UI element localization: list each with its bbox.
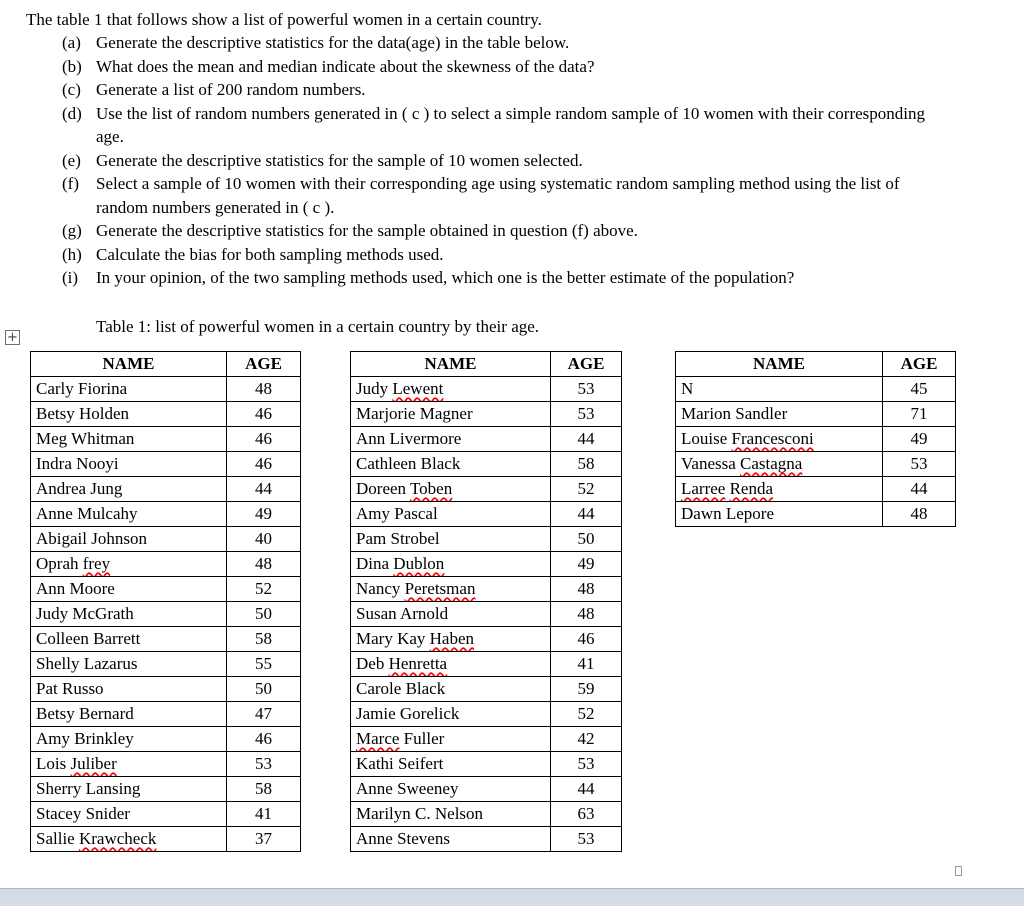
misspelled-word: Toben: [409, 479, 453, 498]
table-row: [31, 752, 301, 777]
question-item-c: [62, 78, 942, 102]
age-cell: 44: [551, 502, 622, 527]
age-cell: 53: [551, 827, 622, 852]
name-cell: Marce Fuller: [351, 727, 551, 752]
age-cell: 52: [551, 477, 622, 502]
name-cell: Meg Whitman: [31, 427, 227, 452]
age-cell: 46: [227, 427, 301, 452]
name-cell: Louise Francesconi: [676, 427, 883, 452]
name-cell: Jamie Gorelick: [351, 702, 551, 727]
question-list: [26, 31, 942, 290]
name-cell: Sallie Krawcheck: [31, 827, 227, 852]
end-of-document-marker: [955, 866, 962, 876]
age-cell: 50: [227, 602, 301, 627]
age-cell: 58: [227, 627, 301, 652]
age-cell: 44: [551, 777, 622, 802]
name-cell: Andrea Jung: [31, 477, 227, 502]
age-cell: 49: [883, 427, 956, 452]
age-cell: 46: [227, 727, 301, 752]
column-header: NAME: [676, 352, 883, 377]
table-row: [31, 727, 301, 752]
table-row: [351, 802, 622, 827]
name-cell: Lois Juliber: [31, 752, 227, 777]
age-cell: 40: [227, 527, 301, 552]
table-row: [676, 377, 956, 402]
table-row: [31, 477, 301, 502]
column-header: AGE: [551, 352, 622, 377]
age-cell: 44: [551, 427, 622, 452]
misspelled-word: Juliber: [70, 754, 117, 773]
name-cell: Sherry Lansing: [31, 777, 227, 802]
table-row: [31, 677, 301, 702]
table-row: [31, 527, 301, 552]
table-row: [351, 452, 622, 477]
question-item-h: [62, 243, 942, 267]
age-cell: 46: [227, 402, 301, 427]
table-row: [31, 652, 301, 677]
name-cell: Deb Henretta: [351, 652, 551, 677]
name-cell: Vanessa Castagna: [676, 452, 883, 477]
name-cell: Dina Dublon: [351, 552, 551, 577]
table-row: [676, 452, 956, 477]
table-row: [31, 827, 301, 852]
age-cell: 42: [551, 727, 622, 752]
age-cell: 58: [551, 452, 622, 477]
table-row: [351, 702, 622, 727]
age-cell: 47: [227, 702, 301, 727]
name-cell: Ann Livermore: [351, 427, 551, 452]
age-cell: 53: [551, 377, 622, 402]
name-cell: N: [676, 377, 883, 402]
table-row: [351, 477, 622, 502]
table-row: [31, 552, 301, 577]
name-cell: Judy McGrath: [31, 602, 227, 627]
question-label: (b): [62, 56, 82, 76]
age-cell: 49: [551, 552, 622, 577]
table-row: [351, 677, 622, 702]
name-cell: Indra Nooyi: [31, 452, 227, 477]
name-cell: Shelly Lazarus: [31, 652, 227, 677]
age-cell: 49: [227, 502, 301, 527]
question-text: Generate a list of 200 random numbers.: [96, 80, 366, 99]
name-cell: Amy Pascal: [351, 502, 551, 527]
question-item-f: [62, 172, 942, 219]
table-row: [351, 552, 622, 577]
table-row: [676, 402, 956, 427]
name-cell: Carly Fiorina: [31, 377, 227, 402]
question-label: (h): [62, 244, 82, 264]
women-age-table-right: [675, 351, 956, 527]
misspelled-word: Marce: [356, 729, 400, 748]
table-row: [31, 777, 301, 802]
age-cell: 53: [883, 452, 956, 477]
misspelled-word: Haben: [429, 629, 475, 648]
name-cell: Pat Russo: [31, 677, 227, 702]
name-cell: Oprah frey: [31, 552, 227, 577]
women-age-table-middle: [350, 351, 622, 852]
name-cell: Pam Strobel: [351, 527, 551, 552]
header-row: [31, 352, 301, 377]
table-row: [351, 627, 622, 652]
table-row: [31, 802, 301, 827]
table-row: [351, 427, 622, 452]
question-label: (d): [62, 103, 82, 123]
misspelled-word: Castagna: [740, 454, 803, 473]
misspelled-word: Lewent: [392, 379, 444, 398]
column-header: AGE: [227, 352, 301, 377]
name-cell: Kathi Seifert: [351, 752, 551, 777]
age-cell: 52: [551, 702, 622, 727]
question-label: (i): [62, 268, 79, 287]
table-row: [31, 602, 301, 627]
age-cell: 46: [227, 452, 301, 477]
question-label: (g): [62, 221, 82, 240]
table-row: [351, 602, 622, 627]
misspelled-word: Larree: [681, 479, 726, 498]
age-cell: 44: [227, 477, 301, 502]
name-cell: Doreen Toben: [351, 477, 551, 502]
name-cell: Mary Kay Haben: [351, 627, 551, 652]
name-cell: Colleen Barrett: [31, 627, 227, 652]
table-move-handle-icon[interactable]: +: [5, 330, 20, 345]
intro-paragraph: The table 1 that follows show a list of powerful women in a certain country.: [26, 10, 542, 29]
age-cell: 41: [227, 802, 301, 827]
name-cell: Susan Arnold: [351, 602, 551, 627]
table-row: [31, 402, 301, 427]
name-cell: Dawn Lepore: [676, 502, 883, 527]
age-cell: 46: [551, 627, 622, 652]
table-row: [351, 527, 622, 552]
age-cell: 37: [227, 827, 301, 852]
name-cell: Anne Mulcahy: [31, 502, 227, 527]
question-text: Select a sample of 10 women with their corresponding age using systematic random sampling method using the list of random numbers generated in ( c ).: [96, 174, 900, 217]
name-cell: Betsy Bernard: [31, 702, 227, 727]
name-cell: [676, 477, 883, 502]
table-row: [351, 827, 622, 852]
table-row: [31, 377, 301, 402]
table-row: [676, 502, 956, 527]
table-row: [351, 752, 622, 777]
misspelled-word: Dublon: [393, 554, 445, 573]
name-cell: Stacey Snider: [31, 802, 227, 827]
column-header: NAME: [351, 352, 551, 377]
name-cell: Nancy Peretsman: [351, 577, 551, 602]
question-text: In your opinion, of the two sampling methods used, which one is the better estimate of the population?: [96, 268, 795, 287]
table-row: [351, 727, 622, 752]
name-cell: Marion Sandler: [676, 402, 883, 427]
name-cell: Anne Sweeney: [351, 777, 551, 802]
table-row: [351, 402, 622, 427]
age-cell: 50: [551, 527, 622, 552]
age-cell: 58: [227, 777, 301, 802]
table-row: [676, 477, 956, 502]
name-cell: Anne Stevens: [351, 827, 551, 852]
header-row: [351, 352, 622, 377]
column-header: NAME: [31, 352, 227, 377]
misspelled-word: Henretta: [388, 654, 448, 673]
age-cell: 48: [227, 552, 301, 577]
question-label: (e): [62, 150, 81, 170]
age-cell: 55: [227, 652, 301, 677]
misspelled-word: Peretsman: [404, 579, 476, 598]
question-item-b: [62, 55, 942, 79]
age-cell: 44: [883, 477, 956, 502]
age-cell: 48: [883, 502, 956, 527]
table-row: [31, 627, 301, 652]
document-body: [0, 0, 1024, 338]
name-cell: Judy Lewent: [351, 377, 551, 402]
table-row: [31, 502, 301, 527]
name-cell: Carole Black: [351, 677, 551, 702]
question-item-i: [62, 266, 942, 290]
table-row: [676, 427, 956, 452]
age-cell: 53: [551, 402, 622, 427]
age-cell: 50: [227, 677, 301, 702]
age-cell: 52: [227, 577, 301, 602]
name-cell: Betsy Holden: [31, 402, 227, 427]
name-cell: Abigail Johnson: [31, 527, 227, 552]
misspelled-word: Renda: [729, 479, 774, 498]
table-row: [351, 777, 622, 802]
question-text: Generate the descriptive statistics for the sample obtained in question (f) above.: [96, 221, 638, 240]
name-cell: Marjorie Magner: [351, 402, 551, 427]
question-item-e: [62, 149, 942, 173]
table-row: [351, 502, 622, 527]
column-header: AGE: [883, 352, 956, 377]
women-age-table-left: [30, 351, 301, 852]
age-cell: 53: [227, 752, 301, 777]
name-cell: Marilyn C. Nelson: [351, 802, 551, 827]
question-item-a: [62, 31, 942, 55]
table-row: [31, 452, 301, 477]
age-cell: 48: [551, 602, 622, 627]
misspelled-word: Krawcheck: [78, 829, 157, 848]
misspelled-word: Francesconi: [731, 429, 814, 448]
question-text: Use the list of random numbers generated in ( c ) to select a simple random sample of 10 women with their corresponding age.: [96, 103, 925, 146]
header-row: [676, 352, 956, 377]
age-cell: 59: [551, 677, 622, 702]
question-text: Generate the descriptive statistics for the sample of 10 women selected.: [96, 150, 583, 170]
table-row: [31, 577, 301, 602]
name-cell: Ann Moore: [31, 577, 227, 602]
question-item-d: [62, 102, 942, 149]
question-item-g: [62, 219, 942, 243]
table-row: [351, 652, 622, 677]
table-row: [31, 427, 301, 452]
age-cell: 41: [551, 652, 622, 677]
question-label: (a): [62, 33, 81, 52]
misspelled-word: frey: [82, 554, 111, 573]
table-caption: Table 1: list of powerful women in a certain country by their age.: [96, 316, 540, 336]
age-cell: 71: [883, 402, 956, 427]
horizontal-scrollbar[interactable]: [0, 888, 1024, 906]
age-cell: 48: [227, 377, 301, 402]
name-cell: Cathleen Black: [351, 452, 551, 477]
table-row: [351, 377, 622, 402]
question-label: (c): [62, 80, 81, 99]
age-cell: 53: [551, 752, 622, 777]
question-label: (f): [62, 174, 79, 193]
question-text: What does the mean and median indicate about the skewness of the data?: [96, 56, 595, 76]
age-cell: 48: [551, 577, 622, 602]
question-text: Calculate the bias for both sampling methods used.: [96, 244, 444, 264]
age-cell: 63: [551, 802, 622, 827]
age-cell: 45: [883, 377, 956, 402]
table-row: [351, 577, 622, 602]
name-cell: Amy Brinkley: [31, 727, 227, 752]
table-row: [31, 702, 301, 727]
question-text: Generate the descriptive statistics for the data(age) in the table below.: [96, 33, 570, 52]
